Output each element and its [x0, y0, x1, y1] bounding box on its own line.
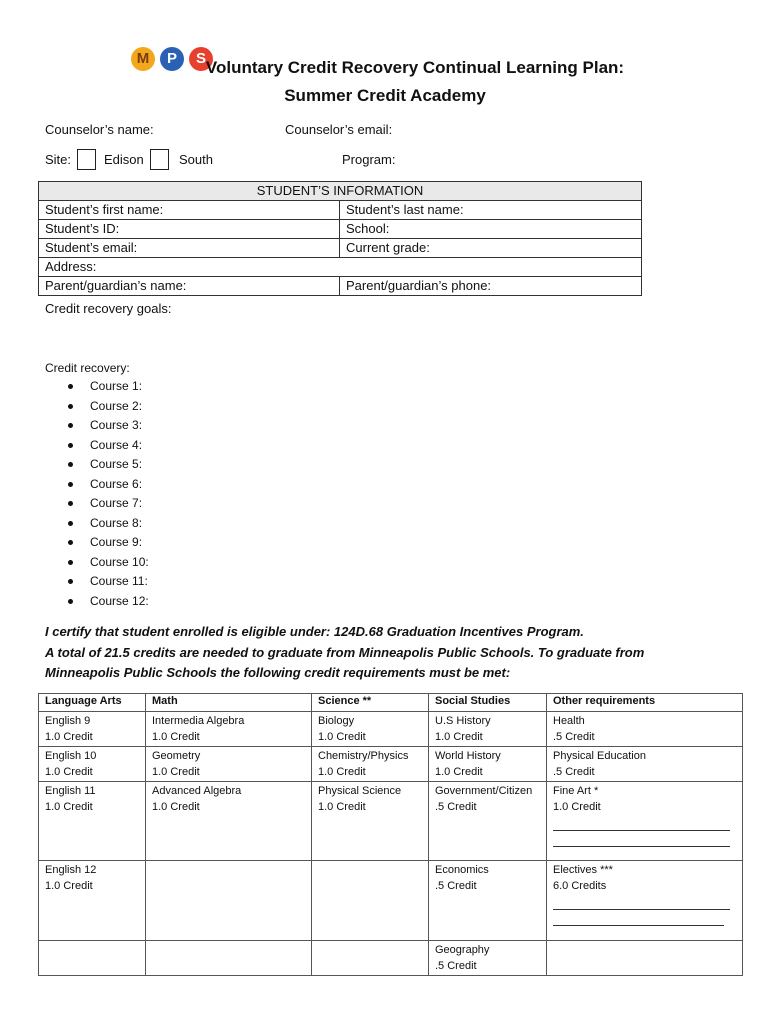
bullet-icon: [68, 540, 73, 545]
course-label: Course 11:: [90, 574, 148, 588]
header-social-studies: Social Studies: [429, 694, 547, 712]
credit-recovery-goals-label: Credit recovery goals:: [45, 301, 172, 316]
list-item[interactable]: [52, 416, 149, 436]
certification-line2: A total of 21.5 credits are needed to graduate from Minneapolis Public Schools. To graduate from: [45, 645, 645, 660]
table-cell: [39, 941, 146, 976]
program-label: Program:: [342, 152, 396, 167]
credit-requirements-table: [38, 693, 743, 976]
bullet-icon: [68, 462, 73, 467]
school-field[interactable]: School:: [340, 220, 642, 239]
list-item[interactable]: [52, 494, 149, 514]
south-checkbox[interactable]: [150, 149, 169, 170]
fill-in-line[interactable]: [553, 815, 730, 831]
bullet-icon: [68, 443, 73, 448]
table-cell: Electives *** 6.0 Credits: [547, 861, 743, 941]
student-email-field[interactable]: Student’s email:: [39, 239, 340, 258]
table-cell: Biology 1.0 Credit: [312, 712, 429, 747]
bullet-icon: [68, 423, 73, 428]
table-cell: Geography .5 Credit: [429, 941, 547, 976]
table-cell: U.S History 1.0 Credit: [429, 712, 547, 747]
bullet-icon: [68, 404, 73, 409]
bullet-icon: [68, 482, 73, 487]
fill-in-line[interactable]: [553, 910, 724, 926]
list-item[interactable]: [52, 475, 149, 495]
header-math: Math: [146, 694, 312, 712]
table-row: [39, 747, 743, 782]
list-item[interactable]: [52, 436, 149, 456]
south-label: South: [179, 152, 213, 167]
list-item[interactable]: [52, 514, 149, 534]
course-label: Course 8:: [90, 515, 143, 530]
table-cell: English 9 1.0 Credit: [39, 712, 146, 747]
table-cell: [312, 941, 429, 976]
table-cell: English 10 1.0 Credit: [39, 747, 146, 782]
header-science: Science **: [312, 694, 429, 712]
course-label: Course 9:: [90, 535, 143, 549]
course-list: [52, 377, 149, 611]
parent-phone-field[interactable]: Parent/guardian’s phone:: [340, 277, 642, 296]
certification-line3: Minneapolis Public Schools the following credit requirements must be met:: [45, 665, 511, 680]
address-field[interactable]: Address:: [39, 258, 642, 277]
table-cell: World History 1.0 Credit: [429, 747, 547, 782]
table-cell: [146, 861, 312, 941]
header-language-arts: Language Arts: [39, 694, 146, 712]
list-item[interactable]: [52, 592, 149, 612]
table-cell: Fine Art * 1.0 Credit: [547, 782, 743, 861]
logo-letter-s: S: [189, 47, 213, 71]
bullet-icon: [68, 501, 73, 506]
table-cell: Chemistry/Physics 1.0 Credit: [312, 747, 429, 782]
page-title-line2: Summer Credit Academy: [284, 86, 486, 105]
student-info-table: [38, 181, 642, 296]
fill-in-line[interactable]: [553, 831, 730, 847]
bullet-icon: [68, 599, 73, 604]
course-label: Course 10:: [90, 554, 149, 569]
fill-in-line[interactable]: [553, 894, 730, 910]
student-info-heading: STUDENT’S INFORMATION: [39, 182, 642, 201]
table-cell: English 11 1.0 Credit: [39, 782, 146, 861]
list-item[interactable]: [52, 455, 149, 475]
course-label: Course 3:: [90, 418, 143, 432]
header-other-requirements: Other requirements: [547, 694, 743, 712]
logo-letter-m: M: [131, 47, 155, 71]
last-name-field[interactable]: Student’s last name:: [340, 201, 642, 220]
parent-name-field[interactable]: Parent/guardian’s name:: [39, 277, 340, 296]
site-label: Site:: [45, 152, 72, 167]
list-item[interactable]: [52, 397, 149, 417]
table-cell: Economics .5 Credit: [429, 861, 547, 941]
bullet-icon: [68, 384, 73, 389]
course-label: Course 5:: [90, 457, 143, 471]
table-row: [39, 941, 743, 976]
course-label: Course 6:: [90, 476, 143, 491]
table-cell: [146, 941, 312, 976]
course-label: Course 12:: [90, 593, 149, 608]
table-row: [39, 712, 743, 747]
list-item[interactable]: [52, 553, 149, 573]
student-id-field[interactable]: Student’s ID:: [39, 220, 340, 239]
bullet-icon: [68, 521, 73, 526]
course-label: Course 4:: [90, 437, 143, 452]
page-title-line1: Voluntary Credit Recovery Continual Learning Plan:: [205, 58, 625, 77]
bullet-icon: [68, 579, 73, 584]
logo-letter-p: P: [160, 47, 184, 71]
table-cell: Physical Education .5 Credit: [547, 747, 743, 782]
table-row: [39, 782, 743, 861]
counselor-name-label: Counselor’s name:: [45, 122, 154, 137]
table-cell: Health .5 Credit: [547, 712, 743, 747]
table-cell: Intermedia Algebra 1.0 Credit: [146, 712, 312, 747]
edison-label: Edison: [104, 152, 144, 167]
table-cell: Government/Citizen .5 Credit: [429, 782, 547, 861]
table-row: [39, 861, 743, 941]
list-item[interactable]: [52, 572, 149, 592]
table-cell: Advanced Algebra 1.0 Credit: [146, 782, 312, 861]
course-label: Course 7:: [90, 496, 143, 510]
current-grade-field[interactable]: Current grade:: [340, 239, 642, 258]
table-cell: [312, 861, 429, 941]
list-item[interactable]: [52, 377, 149, 397]
credit-recovery-label: Credit recovery:: [45, 361, 130, 375]
table-cell: Physical Science 1.0 Credit: [312, 782, 429, 861]
edison-checkbox[interactable]: [77, 149, 96, 170]
first-name-field[interactable]: Student’s first name:: [39, 201, 340, 220]
course-label: Course 1:: [90, 379, 143, 393]
table-cell: Geometry 1.0 Credit: [146, 747, 312, 782]
certification-line1: I certify that student enrolled is eligible under: 124D.68 Graduation Incentives Program.: [45, 624, 584, 639]
table-cell: [547, 941, 743, 976]
list-item[interactable]: [52, 533, 149, 553]
table-cell: English 12 1.0 Credit: [39, 861, 146, 941]
course-label: Course 2:: [90, 398, 143, 413]
counselor-email-label: Counselor’s email:: [285, 122, 393, 137]
bullet-icon: [68, 560, 73, 565]
